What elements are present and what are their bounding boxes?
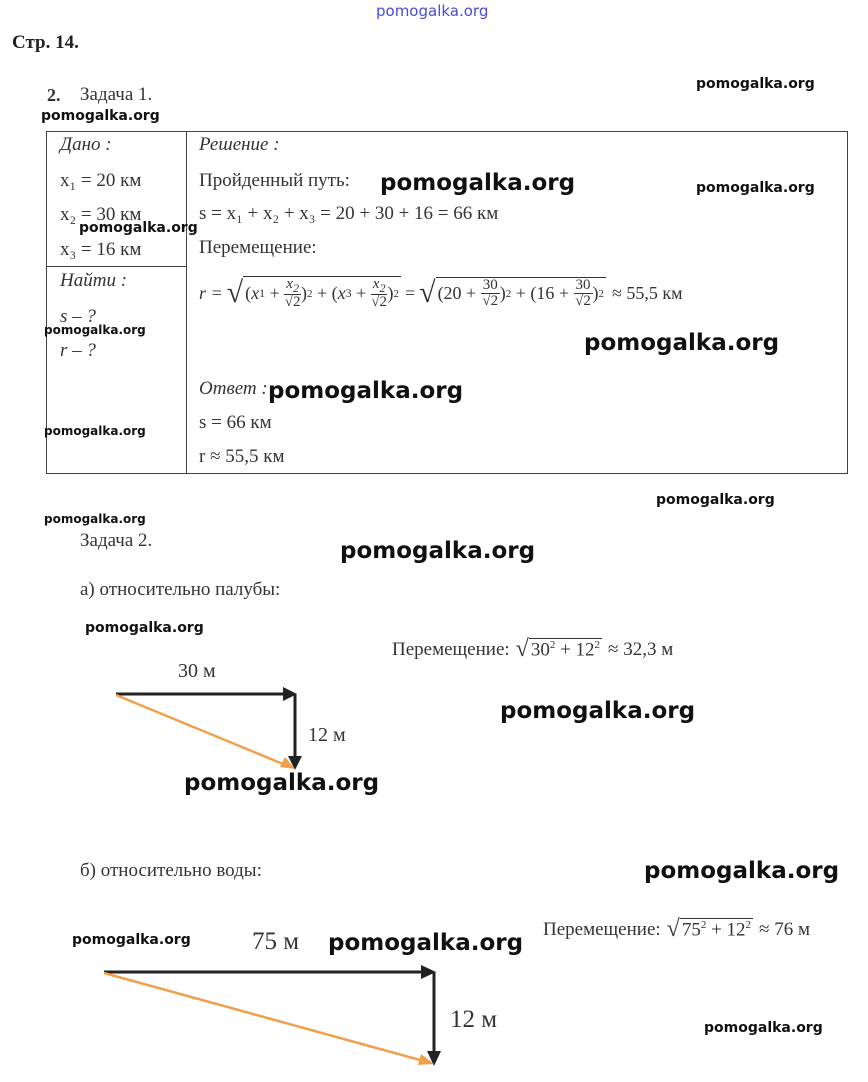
displacement-formula: r = √ ( x 1 + $\frac{x_2}{√2}$ ) 2 + ( x 3 + $\frac{x_2}{√2}$ ) 2 = √ (20 + $\frac{30}{√2}$ ) 2 + (16 + $\frac{30}{√2}$ ) 2 ≈ 55,5 км <box>199 276 683 310</box>
answer-r: r ≈ 55,5 км <box>199 446 285 467</box>
find-s: s – ? <box>60 306 96 327</box>
watermark[interactable]: pomogalka.org <box>72 932 191 948</box>
answer-label: Ответ : <box>199 378 268 399</box>
task1-title: Задача 1. <box>80 84 153 105</box>
watermark[interactable]: pomogalka.org <box>340 538 536 564</box>
watermark[interactable]: pomogalka.org <box>268 378 464 404</box>
solution-label: Решение : <box>199 134 280 155</box>
exercise-number: 2. <box>47 85 61 105</box>
answer-s: s = 66 км <box>199 412 272 433</box>
part-b-diagram <box>104 965 441 1066</box>
part-a-resultant-vector <box>116 695 283 764</box>
part-a-horizontal-label: 30 м <box>178 660 216 682</box>
given-x3: x₃ = 16 км <box>60 239 142 260</box>
watermark[interactable]: pomogalka.org <box>44 424 146 438</box>
watermark[interactable]: pomogalka.org <box>500 698 696 724</box>
part-a-vertical-label: 12 м <box>308 724 346 746</box>
watermark[interactable]: pomogalka.org <box>696 76 815 92</box>
part-b-horizontal-label: 75 м <box>252 928 300 955</box>
part-b-resultant-vector <box>104 973 420 1060</box>
watermark[interactable]: pomogalka.org <box>704 1020 823 1036</box>
given-label: Дано : <box>60 134 112 155</box>
task2-title: Задача 2. <box>80 530 153 551</box>
watermark[interactable]: pomogalka.org <box>696 180 815 196</box>
displacement-result: ≈ 55,5 км <box>612 282 683 303</box>
watermark[interactable]: pomogalka.org <box>44 512 146 526</box>
watermark[interactable]: pomogalka.org <box>380 170 576 196</box>
watermark[interactable]: pomogalka.org <box>656 492 775 508</box>
watermark[interactable]: pomogalka.org <box>44 323 146 337</box>
path-formula: s = x₁ + x₂ + x₃ = 20 + 30 + 16 = 66 км <box>199 203 499 224</box>
part-b-displacement: Перемещение: √ $75^2 + 12^2$ ≈ 76 м <box>543 916 810 942</box>
path-label: Пройденный путь: <box>199 170 350 191</box>
part-a-displacement: Перемещение: √ $30^2 + 12^2$ ≈ 32,3 м <box>392 636 674 662</box>
part-a-diagram <box>116 687 302 770</box>
given-x2: x₂ = 30 км <box>60 204 142 225</box>
page-number: Стр. 14. <box>12 32 79 53</box>
part-b-label: б) относительно воды: <box>80 860 262 881</box>
find-r: r – ? <box>60 340 96 361</box>
watermark[interactable]: pomogalka.org <box>41 108 160 124</box>
given-x1: x₁ = 20 км <box>60 170 142 191</box>
watermark[interactable]: pomogalka.org <box>644 858 840 884</box>
part-b-vertical-label: 12 м <box>450 1006 498 1033</box>
top-watermark[interactable]: pomogalka.org <box>376 2 489 20</box>
displacement-label: Перемещение: <box>199 237 317 258</box>
watermark[interactable]: pomogalka.org <box>328 930 524 956</box>
watermark[interactable]: pomogalka.org <box>79 220 198 236</box>
part-a-label: а) относительно палубы: <box>80 579 281 600</box>
watermark[interactable]: pomogalka.org <box>584 330 780 356</box>
find-label: Найти : <box>60 270 128 291</box>
watermark[interactable]: pomogalka.org <box>184 770 380 796</box>
watermark[interactable]: pomogalka.org <box>85 620 204 636</box>
